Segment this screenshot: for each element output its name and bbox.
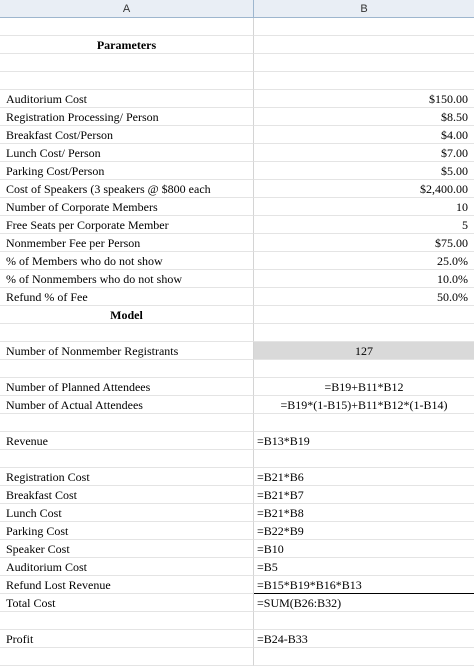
cell-b[interactable]	[254, 612, 474, 630]
grid-row	[0, 360, 474, 378]
model-title[interactable]: Model	[0, 306, 254, 324]
cost-row	[0, 558, 474, 576]
cell-b[interactable]	[254, 36, 474, 54]
cell-b[interactable]	[254, 324, 474, 342]
parameters-title[interactable]: Parameters	[0, 36, 254, 54]
param-row	[0, 162, 474, 180]
grid-row	[0, 414, 474, 432]
profit-row	[0, 630, 474, 648]
cost-label[interactable]: Breakfast Cost	[0, 486, 254, 504]
param-value[interactable]: 50.0%	[254, 288, 474, 306]
param-label[interactable]: % of Nonmembers who do not show	[0, 270, 254, 288]
grid-row	[0, 36, 474, 54]
cost-formula[interactable]: =B21*B8	[254, 504, 474, 522]
cell-b[interactable]	[254, 306, 474, 324]
grid-row	[0, 648, 474, 666]
cell-b[interactable]	[254, 54, 474, 72]
cost-label[interactable]: Refund Lost Revenue	[0, 576, 254, 594]
param-value[interactable]: $2,400.00	[254, 180, 474, 198]
cost-row	[0, 540, 474, 558]
grid-row	[0, 324, 474, 342]
param-value[interactable]: $7.00	[254, 144, 474, 162]
cost-row	[0, 486, 474, 504]
param-value[interactable]: $8.50	[254, 108, 474, 126]
actual-attendees-row	[0, 396, 474, 414]
param-row	[0, 126, 474, 144]
param-label[interactable]: % of Members who do not show	[0, 252, 254, 270]
profit-label[interactable]: Profit	[0, 630, 254, 648]
cell-a[interactable]	[0, 324, 254, 342]
cost-label[interactable]: Lunch Cost	[0, 504, 254, 522]
cost-row	[0, 522, 474, 540]
cost-formula[interactable]: =B21*B6	[254, 468, 474, 486]
param-value[interactable]: 25.0%	[254, 252, 474, 270]
planned-attendees-label[interactable]: Number of Planned Attendees	[0, 378, 254, 396]
param-row	[0, 108, 474, 126]
cost-label[interactable]: Parking Cost	[0, 522, 254, 540]
grid-row	[0, 450, 474, 468]
param-row	[0, 270, 474, 288]
revenue-label[interactable]: Revenue	[0, 432, 254, 450]
grid-row	[0, 54, 474, 72]
param-label[interactable]: Lunch Cost/ Person	[0, 144, 254, 162]
nonmember-registrants-row	[0, 342, 474, 360]
column-header-a[interactable]: A	[0, 0, 254, 18]
cell-a[interactable]	[0, 72, 254, 90]
param-value[interactable]: $5.00	[254, 162, 474, 180]
param-value[interactable]: $4.00	[254, 126, 474, 144]
cost-row	[0, 468, 474, 486]
param-row	[0, 216, 474, 234]
cost-formula[interactable]: =B15*B19*B16*B13	[254, 576, 474, 594]
cost-label[interactable]: Auditorium Cost	[0, 558, 254, 576]
cell-a[interactable]	[0, 612, 254, 630]
cell-b[interactable]	[254, 18, 474, 36]
cell-b[interactable]	[254, 414, 474, 432]
param-row	[0, 90, 474, 108]
param-label[interactable]: Breakfast Cost/Person	[0, 126, 254, 144]
param-label[interactable]: Auditorium Cost	[0, 90, 254, 108]
nonmember-registrants-input[interactable]: 127	[254, 342, 474, 360]
cost-row	[0, 504, 474, 522]
profit-formula[interactable]: =B24-B33	[254, 630, 474, 648]
param-label[interactable]: Number of Corporate Members	[0, 198, 254, 216]
cell-b[interactable]	[254, 360, 474, 378]
total-cost-row	[0, 594, 474, 612]
cost-label[interactable]: Speaker Cost	[0, 540, 254, 558]
grid-row	[0, 612, 474, 630]
column-header-b[interactable]: B	[254, 0, 474, 18]
revenue-formula[interactable]: =B13*B19	[254, 432, 474, 450]
param-label[interactable]: Free Seats per Corporate Member	[0, 216, 254, 234]
cost-row	[0, 576, 474, 594]
param-label[interactable]: Cost of Speakers (3 speakers @ $800 each	[0, 180, 254, 198]
grid-row	[0, 18, 474, 36]
param-value[interactable]: $150.00	[254, 90, 474, 108]
param-value[interactable]: 10	[254, 198, 474, 216]
cell-b[interactable]	[254, 648, 474, 666]
cell-a[interactable]	[0, 450, 254, 468]
revenue-row	[0, 432, 474, 450]
actual-attendees-label[interactable]: Number of Actual Attendees	[0, 396, 254, 414]
nonmember-registrants-label[interactable]: Number of Nonmember Registrants	[0, 342, 254, 360]
actual-attendees-formula[interactable]: =B19*(1-B15)+B11*B12*(1-B14)	[254, 396, 474, 414]
param-label[interactable]: Parking Cost/Person	[0, 162, 254, 180]
param-value[interactable]: 10.0%	[254, 270, 474, 288]
param-row	[0, 144, 474, 162]
param-label[interactable]: Nonmember Fee per Person	[0, 234, 254, 252]
param-row	[0, 252, 474, 270]
param-value[interactable]: $75.00	[254, 234, 474, 252]
total-cost-formula[interactable]: =SUM(B26:B32)	[254, 594, 474, 612]
planned-attendees-row	[0, 378, 474, 396]
cost-formula[interactable]: =B5	[254, 558, 474, 576]
cost-formula[interactable]: =B22*B9	[254, 522, 474, 540]
cost-formula[interactable]: =B10	[254, 540, 474, 558]
cell-b[interactable]	[254, 450, 474, 468]
total-cost-label[interactable]: Total Cost	[0, 594, 254, 612]
planned-attendees-formula[interactable]: =B19+B11*B12	[254, 378, 474, 396]
param-row	[0, 180, 474, 198]
cost-label[interactable]: Registration Cost	[0, 468, 254, 486]
cell-a[interactable]	[0, 360, 254, 378]
grid-row	[0, 72, 474, 90]
cell-a[interactable]	[0, 54, 254, 72]
param-row	[0, 288, 474, 306]
cell-a[interactable]	[0, 648, 254, 666]
param-row	[0, 234, 474, 252]
grid-row	[0, 306, 474, 324]
param-label[interactable]: Refund % of Fee	[0, 288, 254, 306]
param-label[interactable]: Registration Processing/ Person	[0, 108, 254, 126]
param-row	[0, 198, 474, 216]
cell-a[interactable]	[0, 18, 254, 36]
param-value[interactable]: 5	[254, 216, 474, 234]
cell-a[interactable]	[0, 414, 254, 432]
cost-formula[interactable]: =B21*B7	[254, 486, 474, 504]
cell-b[interactable]	[254, 72, 474, 90]
